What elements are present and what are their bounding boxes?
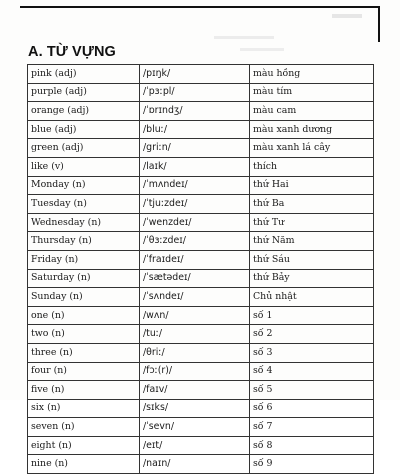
vocab-meaning-cell: số 4 bbox=[250, 362, 374, 381]
vocab-word-cell: Sunday (n) bbox=[28, 288, 140, 307]
vocab-word-cell: eight (n) bbox=[28, 436, 140, 455]
vocab-word-cell: one (n) bbox=[28, 306, 140, 325]
table-row bbox=[28, 362, 374, 381]
vocab-meaning-cell: thứ Tư bbox=[250, 213, 374, 232]
table-row bbox=[28, 157, 374, 176]
vocab-ipa-cell: /ˈsʌndeɪ/ bbox=[140, 288, 250, 307]
table-row bbox=[28, 195, 374, 214]
vocab-ipa-cell: /ˈwenzdeɪ/ bbox=[140, 213, 250, 232]
table-row bbox=[28, 250, 374, 269]
vocab-meaning-cell: màu cam bbox=[250, 102, 374, 121]
table-row bbox=[28, 288, 374, 307]
vocab-ipa-cell: /θriː/ bbox=[140, 343, 250, 362]
bleed-through-mark bbox=[332, 14, 362, 18]
table-row bbox=[28, 139, 374, 158]
vocab-word-cell: two (n) bbox=[28, 325, 140, 344]
vocab-word-cell: pink (adj) bbox=[28, 65, 140, 84]
vocab-word-cell: orange (adj) bbox=[28, 102, 140, 121]
vocab-ipa-cell: /fɔː(r)/ bbox=[140, 362, 250, 381]
vocab-ipa-cell: /tuː/ bbox=[140, 325, 250, 344]
vocab-meaning-cell: số 1 bbox=[250, 306, 374, 325]
vocab-word-cell: Thursday (n) bbox=[28, 232, 140, 251]
section-heading: A. TỪ VỰNG bbox=[28, 44, 116, 60]
vocab-meaning-cell: số 6 bbox=[250, 399, 374, 418]
bleed-through-mark bbox=[214, 36, 274, 39]
vocab-word-cell: Monday (n) bbox=[28, 176, 140, 195]
vocab-ipa-cell: /bluː/ bbox=[140, 120, 250, 139]
table-row bbox=[28, 65, 374, 84]
vocab-ipa-cell: /sɪks/ bbox=[140, 399, 250, 418]
vocab-ipa-cell: /wʌn/ bbox=[140, 306, 250, 325]
vocab-word-cell: five (n) bbox=[28, 381, 140, 400]
vocab-ipa-cell: /ˈsevn/ bbox=[140, 418, 250, 437]
vocab-word-cell: Tuesday (n) bbox=[28, 195, 140, 214]
vocab-meaning-cell: Chủ nhật bbox=[250, 288, 374, 307]
vocab-meaning-cell: màu xanh lá cây bbox=[250, 139, 374, 158]
table-row bbox=[28, 102, 374, 121]
table-row bbox=[28, 381, 374, 400]
vocab-meaning-cell: số 2 bbox=[250, 325, 374, 344]
table-row bbox=[28, 455, 374, 474]
vocab-ipa-cell: /naɪn/ bbox=[140, 455, 250, 474]
bleed-through-mark bbox=[240, 48, 284, 51]
vocab-ipa-cell: /faɪv/ bbox=[140, 381, 250, 400]
table-row bbox=[28, 436, 374, 455]
vocab-ipa-cell: /griːn/ bbox=[140, 139, 250, 158]
vocab-word-cell: seven (n) bbox=[28, 418, 140, 437]
vocab-word-cell: purple (adj) bbox=[28, 83, 140, 102]
vocab-meaning-cell: số 3 bbox=[250, 343, 374, 362]
table-row bbox=[28, 176, 374, 195]
vocab-word-cell: three (n) bbox=[28, 343, 140, 362]
vocab-ipa-cell: /ˈfraɪdeɪ/ bbox=[140, 250, 250, 269]
vocab-meaning-cell: màu hồng bbox=[250, 65, 374, 84]
vocab-word-cell: like (v) bbox=[28, 157, 140, 176]
table-row bbox=[28, 83, 374, 102]
vocab-meaning-cell: thứ Ba bbox=[250, 195, 374, 214]
vocab-meaning-cell: màu xanh dương bbox=[250, 120, 374, 139]
table-row bbox=[28, 306, 374, 325]
vocab-meaning-cell: màu tím bbox=[250, 83, 374, 102]
vocab-meaning-cell: thứ Năm bbox=[250, 232, 374, 251]
vocab-word-cell: blue (adj) bbox=[28, 120, 140, 139]
table-row bbox=[28, 343, 374, 362]
vocab-meaning-cell: thứ Hai bbox=[250, 176, 374, 195]
vocab-word-cell: green (adj) bbox=[28, 139, 140, 158]
vocabulary-table-body bbox=[28, 65, 374, 474]
vocab-meaning-cell: số 7 bbox=[250, 418, 374, 437]
vocab-meaning-cell: thích bbox=[250, 157, 374, 176]
table-row bbox=[28, 213, 374, 232]
vocab-meaning-cell: thứ Bảy bbox=[250, 269, 374, 288]
vocab-ipa-cell: /ˈsætədeɪ/ bbox=[140, 269, 250, 288]
vocab-ipa-cell: /eɪt/ bbox=[140, 436, 250, 455]
vocab-ipa-cell: /ˈtjuːzdeɪ/ bbox=[140, 195, 250, 214]
vocab-ipa-cell: /laɪk/ bbox=[140, 157, 250, 176]
vocab-meaning-cell: số 5 bbox=[250, 381, 374, 400]
vocab-meaning-cell: số 8 bbox=[250, 436, 374, 455]
vocab-ipa-cell: /ˈpɜːpl/ bbox=[140, 83, 250, 102]
vocab-word-cell: nine (n) bbox=[28, 455, 140, 474]
vocab-meaning-cell: số 9 bbox=[250, 455, 374, 474]
table-row bbox=[28, 418, 374, 437]
vocab-word-cell: Wednesday (n) bbox=[28, 213, 140, 232]
vocab-word-cell: four (n) bbox=[28, 362, 140, 381]
vocab-ipa-cell: /ˈɒrɪndʒ/ bbox=[140, 102, 250, 121]
vocab-meaning-cell: thứ Sáu bbox=[250, 250, 374, 269]
vocab-word-cell: Friday (n) bbox=[28, 250, 140, 269]
table-row bbox=[28, 325, 374, 344]
table-row bbox=[28, 399, 374, 418]
vocab-ipa-cell: /ˈθɜːzdeɪ/ bbox=[140, 232, 250, 251]
vocab-ipa-cell: /ˈmʌndeɪ/ bbox=[140, 176, 250, 195]
vocab-word-cell: Saturday (n) bbox=[28, 269, 140, 288]
vocab-word-cell: six (n) bbox=[28, 399, 140, 418]
table-row bbox=[28, 269, 374, 288]
table-row bbox=[28, 120, 374, 139]
vocab-ipa-cell: /pɪŋk/ bbox=[140, 65, 250, 84]
vocabulary-table bbox=[27, 64, 374, 474]
right-border-rule bbox=[378, 6, 380, 42]
table-row bbox=[28, 232, 374, 251]
top-border-rule bbox=[20, 6, 380, 8]
